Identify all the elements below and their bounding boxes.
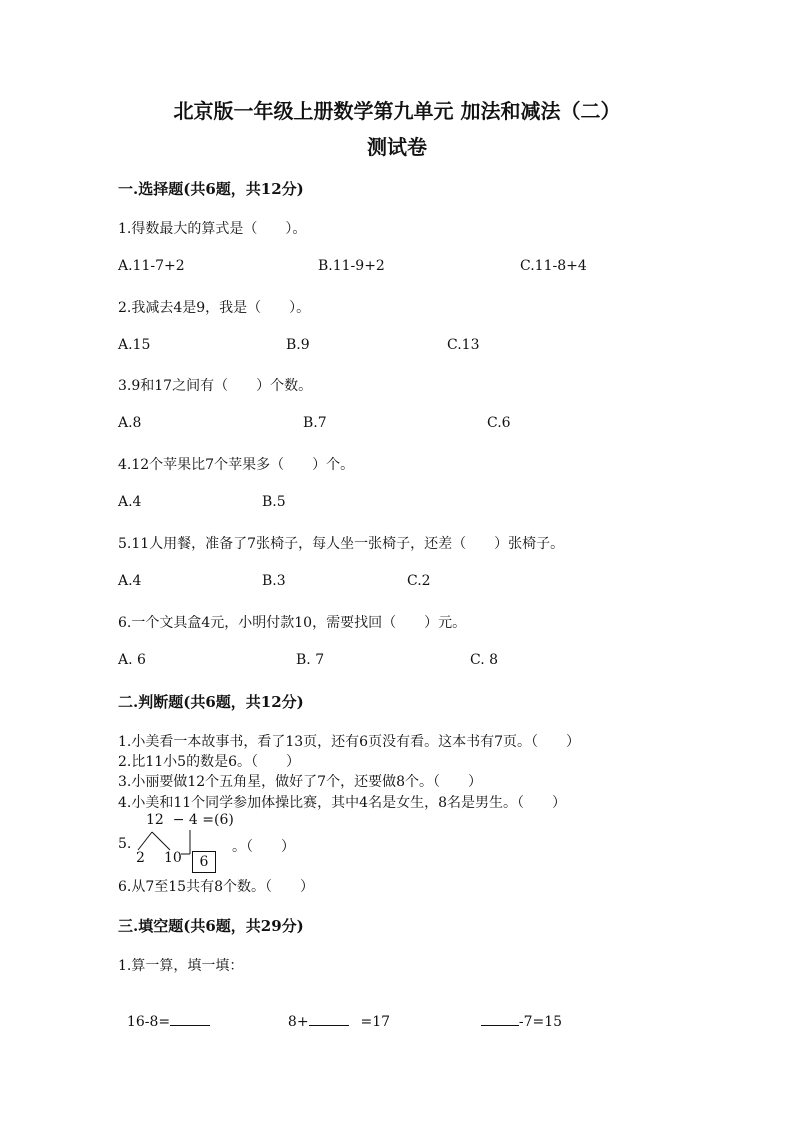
option-6a[interactable]: A. 6 (118, 652, 146, 668)
option-1a[interactable]: A.11-7+2 (118, 258, 185, 274)
option-3b[interactable]: B.7 (303, 415, 327, 431)
judge-item-5-equation: 12 − 4 =(6) (146, 812, 234, 828)
judge-item-2: 2.比11小5的数是6。（ ） (118, 754, 300, 770)
question-6: 6.一个文具盒4元，小明付款10，需要找回（ ）元。 (118, 615, 467, 631)
section-heading-judge: 二.判断题(共6题，共12分) (118, 693, 304, 711)
judge-item-5-number: 5. (118, 836, 132, 852)
fill-a-prefix: 16-8= (126, 1014, 171, 1030)
judge-item-3: 3.小丽要做12个五角星，做好了7个，还要做8个。（ ） (118, 774, 482, 790)
judge-item-6: 6.从7至15共有8个数。（ ） (118, 879, 314, 895)
fill-c-suffix: -7=15 (518, 1014, 563, 1030)
question-1: 1.得数最大的算式是（ ）。 (118, 221, 307, 237)
question-2: 2.我减去4是9，我是（ ）。 (118, 300, 311, 316)
page-title-line2: 测试卷 (367, 135, 427, 159)
option-6c[interactable]: C. 8 (470, 652, 499, 668)
fill-question-1: 1.算一算，填一填： (118, 958, 244, 974)
question-4: 4.12个苹果比7个苹果多（ ）个。 (118, 457, 355, 473)
section-heading-choice: 一.选择题(共6题，共12分) (118, 180, 304, 198)
fill-a-blank[interactable] (170, 1011, 210, 1026)
judge-item-4: 4.小美和11个同学参加体操比赛，其中4名是女生，8名是男生。（ ） (118, 795, 566, 811)
fill-b-prefix: 8+ (287, 1014, 309, 1030)
fill-c (472, 995, 562, 1030)
question-5: 5.11人用餐，准备了7张椅子，每人坐一张椅子，还差（ ）张椅子。 (118, 536, 565, 552)
section-heading-fill: 三.填空题(共6题，共29分) (118, 917, 304, 935)
option-5b[interactable]: B.3 (262, 573, 286, 589)
option-5a[interactable]: A.4 (118, 573, 142, 589)
option-4b[interactable]: B.5 (262, 494, 286, 510)
option-4a[interactable]: A.4 (118, 494, 142, 510)
option-1b[interactable]: B.11-9+2 (318, 258, 385, 274)
judge-item-5-suffix: 。（ ） (232, 839, 295, 855)
fill-b-suffix: =17 (360, 1014, 391, 1030)
option-3a[interactable]: A.8 (118, 415, 142, 431)
fill-b (279, 995, 390, 1030)
option-1c[interactable]: C.11-8+4 (520, 258, 587, 274)
option-3c[interactable]: C.6 (487, 415, 511, 431)
option-6b[interactable]: B. 7 (296, 652, 325, 668)
question-3: 3.9和17之间有（ ）个数。 (118, 378, 313, 394)
judge-item-1: 1.小美看一本故事书，看了13页，还有6页没有看。这本书有7页。（ ） (118, 734, 580, 750)
option-5c[interactable]: C.2 (407, 573, 431, 589)
option-2b[interactable]: B.9 (286, 337, 310, 353)
option-2c[interactable]: C.13 (447, 337, 480, 353)
option-2a[interactable]: A.15 (118, 337, 151, 353)
fill-b-blank[interactable] (309, 1011, 349, 1026)
fill-a (118, 995, 210, 1030)
judge-item-5-split-right: 10 (164, 850, 182, 866)
judge-item-5-split-left: 2 (136, 850, 145, 866)
judge-item-5-answer-box: 6 (192, 851, 216, 873)
page-title-line1: 北京版一年级上册数学第九单元 加法和减法（二） (173, 99, 621, 123)
fill-c-blank[interactable] (481, 1011, 519, 1026)
